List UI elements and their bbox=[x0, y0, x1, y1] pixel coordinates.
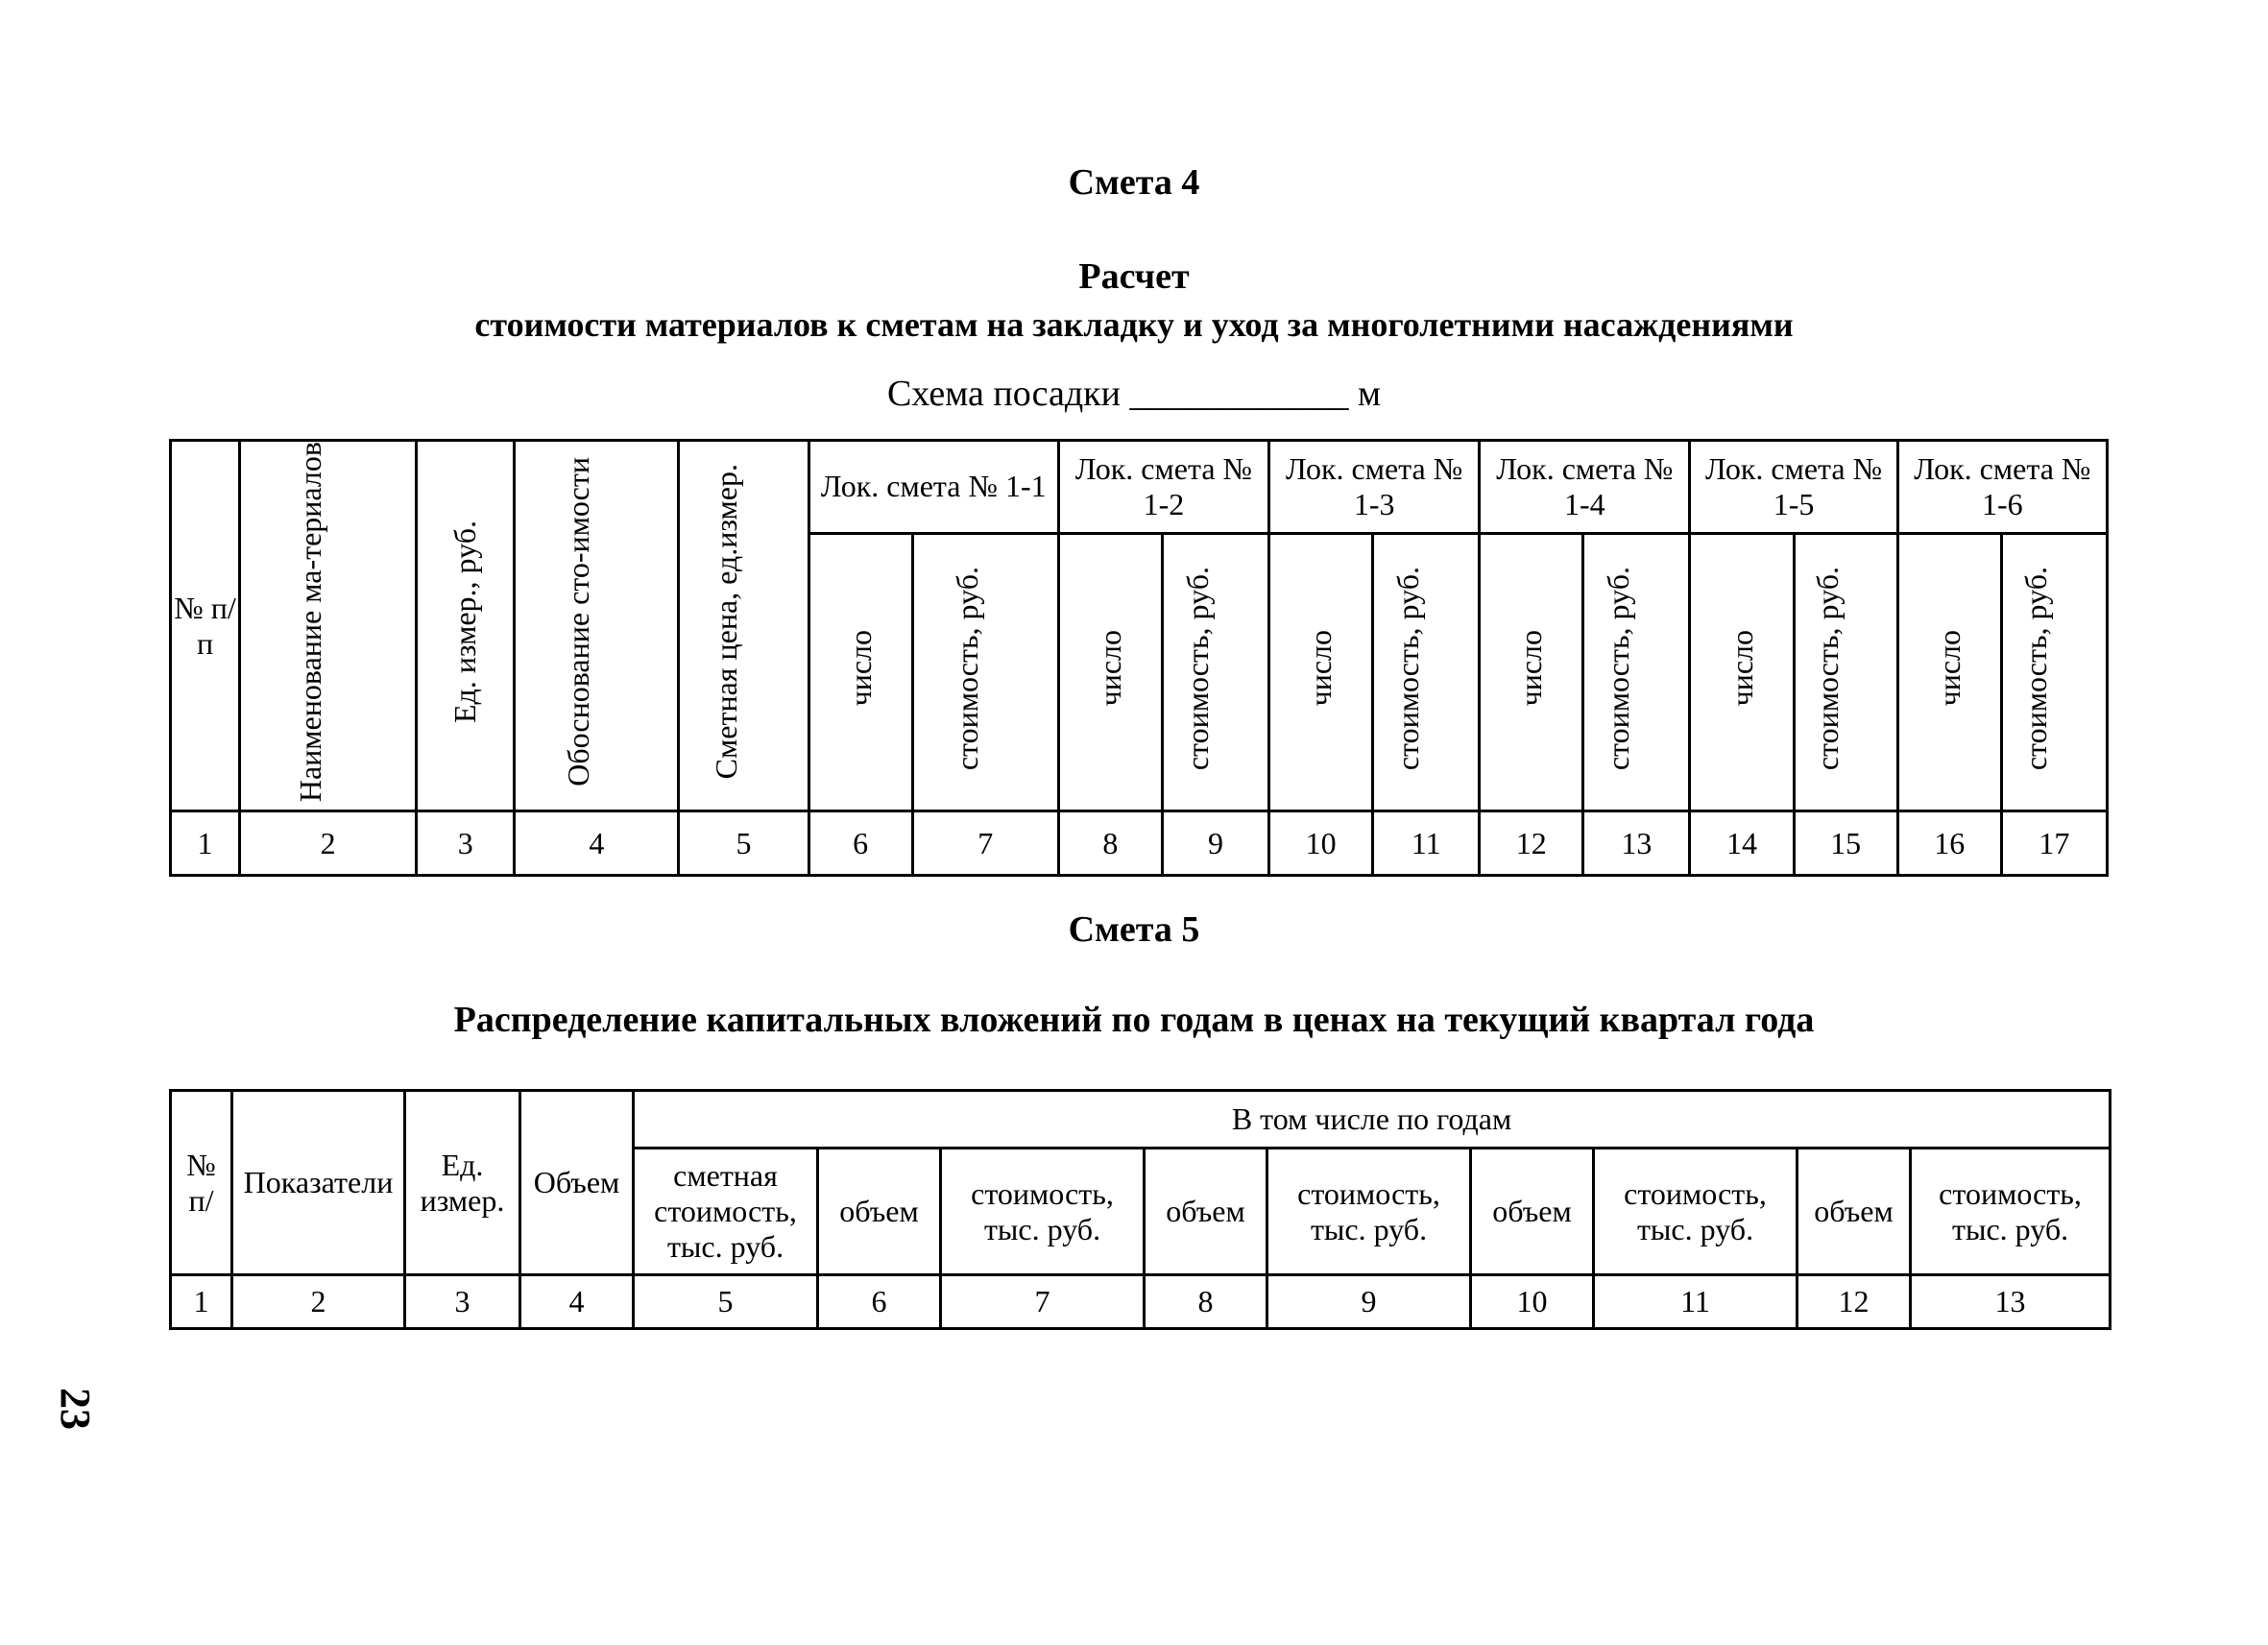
group-header: Лок. смета № 1-3 bbox=[1269, 441, 1480, 534]
column-number: 8 bbox=[1145, 1275, 1267, 1329]
page-number: 23 bbox=[52, 1388, 99, 1430]
column-number: 10 bbox=[1269, 811, 1373, 876]
column-number: 8 bbox=[1058, 811, 1162, 876]
column-number-row bbox=[171, 1275, 2111, 1329]
column-number: 7 bbox=[912, 811, 1058, 876]
header-material-name: Наименование ма-териалов bbox=[240, 441, 417, 811]
materials-cost-table bbox=[169, 439, 2109, 877]
column-number: 5 bbox=[634, 1275, 818, 1329]
smeta4-title: Смета 4 bbox=[1068, 162, 1200, 203]
subheader-volume: объем bbox=[818, 1149, 941, 1275]
column-number: 6 bbox=[808, 811, 912, 876]
header-num: № п/ bbox=[171, 1091, 232, 1275]
smeta4-heading: Расчет bbox=[1078, 256, 1190, 297]
group-header: Лок. смета № 1-2 bbox=[1058, 441, 1268, 534]
column-number: 1 bbox=[171, 1275, 232, 1329]
smeta5-title: Смета 5 bbox=[1068, 909, 1200, 950]
subheader-count: число bbox=[1480, 533, 1583, 811]
column-number: 4 bbox=[515, 811, 679, 876]
column-number: 3 bbox=[417, 811, 515, 876]
column-number: 1 bbox=[171, 811, 240, 876]
column-number: 16 bbox=[1897, 811, 2001, 876]
subheader-cost: стоимость, тыс. руб. bbox=[1267, 1149, 1471, 1275]
column-number: 4 bbox=[520, 1275, 634, 1329]
subheader-cost: стоимость, тыс. руб. bbox=[1911, 1149, 2111, 1275]
subheader-volume: объем bbox=[1145, 1149, 1267, 1275]
group-header: Лок. смета № 1-6 bbox=[1897, 441, 2107, 534]
subheader-cost: стоимость, тыс. руб. bbox=[1594, 1149, 1798, 1275]
header-volume: Объем bbox=[520, 1091, 634, 1275]
column-number: 13 bbox=[1911, 1275, 2111, 1329]
header-num: № п/п bbox=[171, 441, 240, 811]
column-number: 13 bbox=[1583, 811, 1690, 876]
group-header: Лок. смета № 1-1 bbox=[808, 441, 1058, 534]
subheader-cost: стоимость, руб. bbox=[912, 533, 1058, 811]
subheader-est-cost: сметная стоимость, тыс. руб. bbox=[634, 1149, 818, 1275]
subheader-volume: объем bbox=[1471, 1149, 1594, 1275]
subheader-cost: стоимость, руб. bbox=[1794, 533, 1897, 811]
capital-investment-table bbox=[169, 1089, 2111, 1330]
column-number: 14 bbox=[1690, 811, 1794, 876]
column-number: 9 bbox=[1267, 1275, 1471, 1329]
header-est-price: Сметная цена, ед.измер. bbox=[679, 441, 808, 811]
subheader-count: число bbox=[1897, 533, 2001, 811]
column-number: 12 bbox=[1798, 1275, 1911, 1329]
column-number: 2 bbox=[240, 811, 417, 876]
column-number: 17 bbox=[2001, 811, 2107, 876]
subheader-cost: стоимость, тыс. руб. bbox=[941, 1149, 1145, 1275]
column-number: 11 bbox=[1373, 811, 1480, 876]
header-unit: Ед. измер. bbox=[405, 1091, 520, 1275]
group-header: Лок. смета № 1-4 bbox=[1480, 441, 1690, 534]
subheader-cost: стоимость, руб. bbox=[2001, 533, 2107, 811]
subheader-cost: стоимость, руб. bbox=[1162, 533, 1268, 811]
column-number: 12 bbox=[1480, 811, 1583, 876]
column-number-row bbox=[171, 811, 2108, 876]
group-header: Лок. смета № 1-5 bbox=[1690, 441, 1897, 534]
header-by-years: В том числе по годам bbox=[634, 1091, 2111, 1149]
planting-scheme: Схема посадки ____________ м bbox=[886, 374, 1382, 414]
column-number: 2 bbox=[232, 1275, 405, 1329]
column-number: 10 bbox=[1471, 1275, 1594, 1329]
subheader-volume: объем bbox=[1798, 1149, 1911, 1275]
column-number: 3 bbox=[405, 1275, 520, 1329]
subheader-cost: стоимость, руб. bbox=[1373, 533, 1480, 811]
column-number: 11 bbox=[1594, 1275, 1798, 1329]
column-number: 6 bbox=[818, 1275, 941, 1329]
column-number: 7 bbox=[941, 1275, 1145, 1329]
header-indicators: Показатели bbox=[232, 1091, 405, 1275]
column-number: 5 bbox=[679, 811, 808, 876]
subheader-count: число bbox=[1269, 533, 1373, 811]
subheader-count: число bbox=[1690, 533, 1794, 811]
subheader-count: число bbox=[1058, 533, 1162, 811]
header-unit: Ед. измер., руб. bbox=[417, 441, 515, 811]
smeta4-subheading: стоимости материалов к сметам на закладку и уход за многолетними насаждениями bbox=[474, 305, 1794, 344]
subheader-count: число bbox=[808, 533, 912, 811]
column-number: 9 bbox=[1162, 811, 1268, 876]
subheader-cost: стоимость, руб. bbox=[1583, 533, 1690, 811]
header-cost-basis: Обоснование сто-имости bbox=[515, 441, 679, 811]
column-number: 15 bbox=[1794, 811, 1897, 876]
smeta5-heading: Распределение капитальных вложений по годам в ценах на текущий квартал года bbox=[453, 1000, 1815, 1040]
